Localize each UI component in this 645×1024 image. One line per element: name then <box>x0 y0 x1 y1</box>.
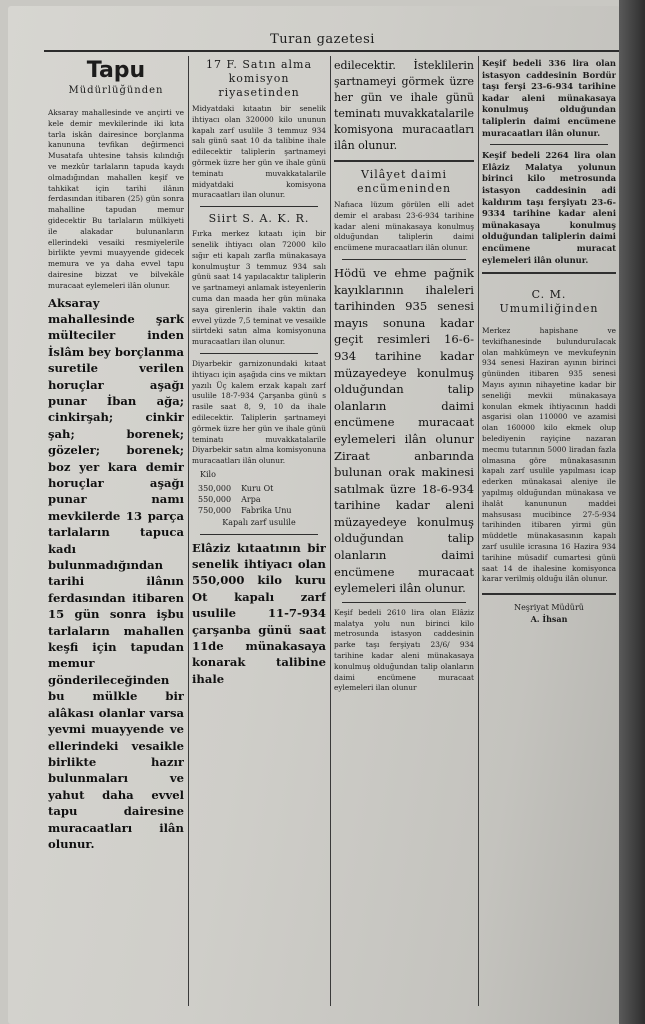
provision-qty: 550,000 <box>198 494 232 504</box>
encumen-heading: Vilâyet daimi encümeninden <box>356 168 452 195</box>
provision-row <box>198 505 302 516</box>
provision-name: Kuru Ot <box>241 483 274 493</box>
midyat-notice: Midyatdaki kıtaatın bir senelik ihtiyacı olan 320000 kilo ununun kapalı zarf usulile 3 temmuz 934 salı günü saat 10 da talibine ihale edilecektir taliplerin şartnameyi görmek üzre her gün ve ihale günü teminatı muvakkatalarile midyatdaki komisyona muracaatları ilan olunur. <box>192 104 326 200</box>
separator <box>342 602 466 603</box>
continued-notice: edilecektir. İsteklilerin şartnameyi görmek üzre her gün ve ihale günü teminatı muvakkatalarile komisyona muracaatları ilân olunur. <box>334 59 474 152</box>
diyarbekir-notice: Diyarbekir garnizonundaki kıtaat ihtiyacı için aşağıda cins ve miktarı yazılı Üç kalem erzak kapalı zarf usulile 18-7-934 Çarşanba günü s rasile saat 8, 9, 10 da ihale edilecektir. Taliplerin şartnameyi görmek üzre her gün ve ihale günü teminatı muvakkatalarile Diyarbekir satın alma komisyonuna muracaatları ilân olunur. <box>192 358 326 466</box>
satin-alma-heading: 17 F. Satın alma komisyon riyasetinden <box>205 58 313 99</box>
cm-umumilik-heading: C. M. Umumiliğinden <box>499 288 599 316</box>
kapali-zarf-note: Kapalı zarf usulile <box>222 517 296 527</box>
provision-name: Fabrika Unu <box>241 505 292 515</box>
separator <box>342 259 466 260</box>
newspaper-name: Turan gazetesi <box>270 32 375 47</box>
separator <box>200 353 318 354</box>
column-divider <box>478 56 479 1006</box>
ekmek-ihtiyaci-notice: Merkez hapishane ve tevkifhanesinde bulunduruIacak olan mahkûmeyn ve mevkufeynin 934 senesi Haziran ayının birinci gününden itibaren 935 senesi Mayıs ayının nihayetine kadar bir seneliği mevkii münakasaya konulan ekmek ihtiyacının haddi asgarisi olan 110000 ve azamisi olan 160000 kilo ekmek olup belediyenin rayiçine nazaran mecmu tutarının 5000 liradan fazla olmasına göre münakasasının kapalı zarf usulile yapılması icap ederken münakasai aleniye ile yapılmış olduğundan münakasa ve ihalât kanununun maddei mahsusası mucibince 27-5-934 tarihinden itibaren yirmi gün müddetle münakasasının kapalı zarf usulile icrasına 16 Hazira 934 tarihine müsadif cumartesi günü saat 14 de ihalesine komisyonca karar verilmiş olduğu ilân olunur. <box>482 326 616 584</box>
separator <box>482 272 616 274</box>
provision-row <box>198 483 302 494</box>
provision-table <box>198 483 302 516</box>
provision-qty: 350,000 <box>198 483 232 493</box>
provision-row <box>198 494 302 505</box>
separator <box>200 206 318 207</box>
tapu-notice-2: Aksaray mahallesinde şark mülteciler inden İslâm bey borçlanma suretile verilen horuçlar aşağı punar İban ağa; cinkirşah; cinkir şah; borenek; gözeler; borenek; boz yer kara demir horuçlar aşağı punar namı mevkilerde 13 parça tarlaların tapuca kadı bulunmadığından tarihi ilânın ferdasından itibaren 15 gün sonra işbu tarlaların mahallen keşfi için tapudan memur gönderileceğinden bu mülkle bir alâkası olanlar varsa yevmi muayyende ve ellerindeki vesaikle birlikte hazır bulunmaları ve yahut daha evvel tapu dairesine muracaatları ilân olunur. <box>48 295 184 851</box>
kayik-notice: Hödü ve ehme pağnik kayıklarının ihaleleri tarihinden 935 senesi mayıs sonuna kadar geçit resimleri 16-6-934 tarihine kadar müzayedeye konulmuş olduğundan talip olanların daimi encümene muracaat eylemeleri ilân olunur Ziraat anbarında bulunan orak makinesi satılmak üzre 18-6-934 tarihine kadar aleni müzayedeye konulmuş olduğundan talip olanların daimi encümene muracaat eylemeleri ilân olunur. <box>334 265 474 596</box>
demir-araba-notice: Nafıaca lüzum görülen elli adet demir el arabası 23-6-934 tarihine kadar aleni münakasaya konulmuş olduğundan taliplerin daimi encümene muracaatları ilân olunur. <box>334 200 474 253</box>
column-1 <box>48 58 184 1008</box>
separator <box>334 160 474 162</box>
page-binding-edge <box>619 0 645 1024</box>
column-divider <box>188 56 189 1006</box>
parke-tasi-notice: Keşif bedeli 2610 lira olan Elâziz malatya yolu nun birinci kilo metrosunda istasyon caddesinin parke taşı ferşiyatı 23/6/ 934 tarihine kadar aleni münakasaya konulmuş olduğundan talip olanların daimi encümene muracaat eylemeleri ilan olunur <box>334 607 474 693</box>
provision-qty: 750,000 <box>198 505 232 515</box>
provision-name: Arpa <box>241 494 261 504</box>
elaziz-kuru-ot-notice: Elâziz kıtaatının bir senelik ihtiyacı olan 550,000 kilo kuru Ot kapalı zarf usulile 11-7-934 çarşanba günü saat 11de münakasaya konarak talibine ihale <box>192 540 326 686</box>
kaldirim-notice: Keşif bedeli 2264 lira olan Elâziz Malatya yolunun birinci kilo metrosunda istasyon caddesinin adi kaldırım taşı ferşiyatı 23-6-9334 tarihine kadar aleni münakasaya konulmuş olduğundan taliplerin daimi encümene muracat eylemeleri ilân olunur. <box>482 150 616 265</box>
tapu-subheading: Müdürlüğünden <box>68 85 164 96</box>
separator <box>200 534 318 535</box>
siirt-heading: Siirt S. A. K. R. <box>208 212 310 226</box>
separator <box>482 593 616 595</box>
column-divider <box>330 56 331 1006</box>
nesriyat-muduru: Neşriyat Müdürü <box>514 603 584 613</box>
column-2 <box>192 58 326 1008</box>
tapu-heading: Tapu <box>86 58 146 83</box>
nesriyat-muduru-name: A. İhsan <box>530 614 568 625</box>
kilo-label: Kilo <box>200 469 216 479</box>
tapu-notice-1: Aksaray mahallesinde ve ançirti ve kele demir mevkilerinde iki kıta tarla iskân dairesince borçlanma kanununa tevfikan değirmenci Musatafa uhtesine tahsis kılındığı ve mezkûr tarlaların tapuda kaydı olmadığından mahallen keşif ve tahkikat için tarihi ilânın ferdasından itibaren (25) gün sonra mahalline tapudan memur gidecektir Bu tarlaların mülkiyeti ile alakadar bulunanların ellerindeki vesaiki resmiyelerile birlikte yevmi muayyende gidecek memura ve ya daha evvel tapu dairesine bizzat ve bilvekâle muracaat eylemeleri ilân olunur. <box>48 108 184 290</box>
separator <box>490 144 608 145</box>
column-4 <box>482 58 616 1008</box>
bordur-notice: Keşif bedeli 336 lira olan istasyon caddesinin Bordür taşı ferşi 23-6-934 tarihine kadar aleni münakasaya konulmuş olduğundan taliplerin daimi encümene muracaatları ilân olunur. <box>482 58 616 138</box>
header-rule <box>44 50 619 52</box>
column-3 <box>334 58 474 1008</box>
siirt-notice: Fırka merkez kıtaatı için bir senelik ihtiyacı olan 72000 kilo sığır eti kapalı zarfla münakasaya konulmuştur 3 temmuz 934 salı günü saat 14 yapılacaktır taliplerin ve şartnameyi anlamak isteyenlerin cuma dan maada her gün münaka saya girenlerin ihale vaktin dan evvel yüzde 7,5 teminat ve vesaikle siirtdeki satın alma komisyonuna muracaatları ilan olunur. <box>192 229 326 347</box>
